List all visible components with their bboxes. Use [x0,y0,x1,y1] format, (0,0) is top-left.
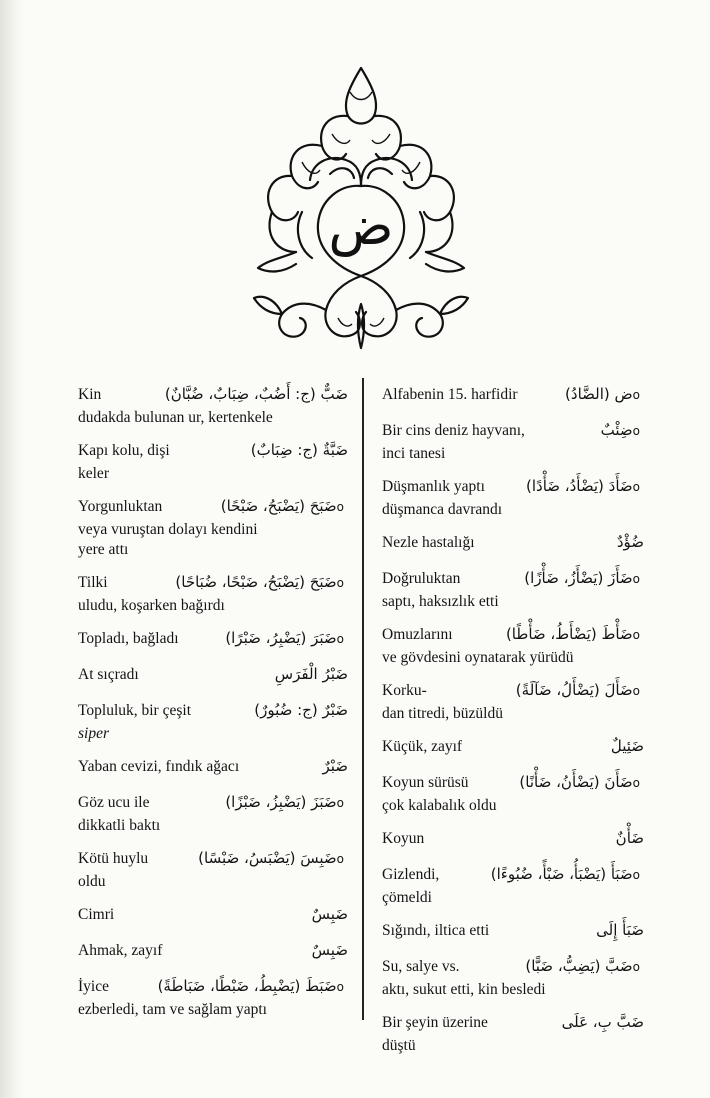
dictionary-entry [382,918,644,944]
entry-arabic-headword [562,1010,644,1034]
entry-continuation: uludu, koşarken bağırdı [78,597,225,614]
dictionary-entry [78,438,348,484]
entry-continuation: çok kalabalık oldu [382,797,497,814]
entry-translation: Tilki [78,574,108,591]
entry-bullet: o [336,852,344,866]
entry-continuation: dudakda bulunan ur, kertenkele [78,409,273,426]
entry-bullet: o [336,500,344,514]
dictionary-entry [382,1010,644,1056]
entry-continuation: oldu [78,873,106,890]
entry-bullet: o [632,628,640,642]
entry-translation: Küçük, zayıf [382,738,463,755]
entry-translation: At sıçradı [78,666,139,683]
entry-headline [382,1010,644,1036]
arabic-text: ضَأَلَ (يَضْأَلُ، ضَآلَةً) [515,681,633,699]
entry-arabic-headword [616,826,644,850]
entry-headline [382,826,644,852]
ornament-letter: ض [328,194,394,257]
entry-translation: Doğruluktan [382,570,461,587]
arabic-text: ضَبَطَ (يَضْبِطُ، ضَبْطًا، ضَبَاطَةً) [157,977,337,995]
page-edge-shadow [0,0,24,1098]
entry-translation: Koyun [382,830,425,847]
entry-translation: Topladı, bağladı [78,630,179,647]
entry-translation: Su, salye vs. [382,958,460,975]
dictionary-entry [78,382,348,428]
dictionary-entry [78,626,348,652]
arabic-text: ضَئِيلٌ [610,737,644,755]
entry-arabic-headword [322,754,348,778]
entry-translation: Sığındı, iltica etti [382,922,490,939]
dictionary-entry [382,566,644,612]
entry-arabic-headword [524,566,644,591]
entry-bullet: o [632,424,640,438]
dictionary-entry [78,846,348,892]
entry-headline [78,846,348,872]
entry-arabic-headword [611,734,644,758]
entry-bullet: o [632,776,640,790]
entry-translation: Gizlendi, [382,866,440,883]
entry-continuation: dan titredi, büzüldü [382,705,503,722]
entry-translation: Ahmak, zayıf [78,942,163,959]
arabic-text: ضُؤْدٌ [616,533,644,551]
entry-translation: Kötü huylu [78,850,149,867]
entry-continuation: düştü [382,1037,416,1054]
arabic-text: ضَبْرٌ (ج: ضُبُورٌ) [254,701,348,719]
entry-bullet: o [336,576,344,590]
entry-headline [382,734,644,760]
entry-continuation: inci tanesi [382,445,446,462]
entry-headline [78,790,348,816]
dictionary-entry [382,954,644,1000]
arabic-text: ضَأَزَ (يَضْأَزُ، ضَأْزًا) [524,569,633,587]
entry-translation: Bir şeyin üzerine [382,1014,488,1031]
entry-bullet: o [632,388,640,402]
entry-translation: Omuzlarını [382,626,453,643]
arabic-text: ضَبَحَ (يَضْبَحُ، ضَبْحًا، ضُبَاحًا) [175,573,337,591]
entry-arabic-headword [221,494,348,519]
entry-continuation: çömeldi [382,889,432,906]
entry-translation: Cimri [78,906,115,923]
arabic-text: ضَبِسٌ [311,941,348,959]
entry-headline [382,862,644,888]
entry-headline [78,938,348,964]
entry-arabic-headword [519,770,644,795]
entry-headline [382,418,644,444]
entry-headline [78,626,348,652]
entry-arabic-headword [251,438,348,462]
entry-headline [382,770,644,796]
arabic-text: ضَبَّةٌ (ج: ضِبَابٌ) [250,441,348,459]
entry-arabic-headword [525,954,644,979]
dictionary-entry [78,790,348,836]
entry-arabic-headword [312,938,348,962]
dictionary-entry [78,494,348,560]
entry-arabic-headword [225,790,348,815]
dictionary-entry [382,474,644,520]
dictionary-entry [382,862,644,908]
arabic-text: ض (الضَّادُ) [565,385,633,403]
entry-headline [382,954,644,980]
entry-continuation: aktı, sukut etti, kin besledi [382,981,546,998]
arabic-text: ضَبَّ بِ، عَلَى [561,1013,644,1031]
entry-bullet: o [336,632,344,646]
entry-translation: Korku- [382,682,427,699]
entry-continuation: ezberledi, tam ve sağlam yaptı [78,1001,267,1018]
entry-continuation: veya vuruştan dolayı kendini [78,521,258,538]
arabic-text: ضَبَّ (يَضِبُّ، ضَبًّا) [525,957,633,975]
entry-bullet: o [632,868,640,882]
arabic-text: ضَأْنٌ [615,829,644,847]
arabic-text: ضَبْرُ الْفَرَسِ [274,665,348,683]
arabic-text: ضَبَأَ (يَضْبَأُ، ضَبْأً، ضُبُوءًا) [490,865,633,883]
dictionary-entry [382,770,644,816]
dictionary-entry [382,382,644,408]
entry-continuation: ve gövdesini oynatarak yürüdü [382,649,574,666]
entry-headline [78,382,348,408]
entry-translation: İyice [78,978,109,995]
dictionary-entry [382,530,644,556]
dictionary-entry [78,662,348,688]
entry-arabic-headword [596,918,644,942]
entry-translation: Göz ucu ile [78,794,150,811]
entry-translation: Topluluk, bir çeşit [78,702,191,719]
arabic-text: ضَبَأَ إِلَى [596,921,644,939]
entry-translation: Alfabenin 15. harfidir [382,386,518,403]
entry-translation: Koyun sürüsü [382,774,469,791]
entry-arabic-headword [225,626,348,651]
entry-continuation: dikkatli baktı [78,817,161,834]
entry-arabic-headword [254,698,348,722]
left-column [78,382,348,1030]
entry-continuation: keler [78,465,109,482]
entry-continuation: yere attı [78,541,129,558]
entry-continuation: saptı, haksızlık etti [382,593,499,610]
entry-arabic-headword [198,846,348,871]
entry-arabic-headword [516,678,644,703]
entry-arabic-headword [165,382,348,406]
arabic-text: ضَأَدَ (يَضْأَدُ، ضَأْدًا) [526,477,633,495]
arabic-text: ضَأَنَ (يَضْأَنُ، ضَأْنًا) [519,773,633,791]
arabic-text: ضَبِسٌ [311,905,348,923]
entry-headline [78,570,348,596]
entry-headline [382,678,644,704]
entry-arabic-headword [506,622,644,647]
entry-translation: Nezle hastalığı [382,534,475,551]
arabic-text: ضَبِسَ (يَضْبَسُ، ضَبْسًا) [198,849,337,867]
entry-bullet: o [632,960,640,974]
dictionary-entry [382,418,644,464]
entry-arabic-headword [175,570,348,595]
right-column [382,382,644,1066]
entry-headline [382,918,644,944]
entry-headline [382,382,644,408]
entry-arabic-headword [565,382,644,407]
entry-translation: Bir cins deniz hayvanı, [382,422,525,439]
entry-arabic-headword [275,662,348,686]
entry-arabic-headword [601,418,644,443]
entry-headline [78,754,348,780]
arabic-text: ضَبٌّ (ج: أَضُبٌ، ضِبَابٌ، ضُبَّانٌ) [164,385,348,403]
entry-headline [382,566,644,592]
entry-continuation: siper [78,725,109,742]
dictionary-entry [78,754,348,780]
column-divider [362,378,364,1020]
entry-headline [382,622,644,648]
entry-headline [78,698,348,724]
entry-headline [78,438,348,464]
entry-bullet: o [632,572,640,586]
dictionary-entry [382,622,644,668]
arabic-text: ضَأْطَ (يَضْأَطُ، ضَأْطًا) [505,625,633,643]
entry-arabic-headword [617,530,644,554]
dictionary-entry [78,974,348,1020]
entry-bullet: o [632,480,640,494]
entry-arabic-headword [491,862,644,887]
entry-headline [78,902,348,928]
arabic-text: ضَبَحَ (يَضْبَحُ، ضَبْحًا) [220,497,337,515]
entry-arabic-headword [158,974,348,999]
ornament-illumination [246,62,476,352]
dictionary-entry [78,698,348,744]
dictionary-entry [382,734,644,760]
arabic-text: ضَبَزَ (يَضْبِزُ، ضَبْزًا) [225,793,337,811]
entry-headline [78,974,348,1000]
entry-translation: Kapı kolu, dişi [78,442,170,459]
entry-arabic-headword [312,902,348,926]
entry-translation: Yorgunluktan [78,498,163,515]
entry-translation: Yaban cevizi, fındık ağacı [78,758,240,775]
entry-arabic-headword [526,474,644,499]
dictionary-entry [382,678,644,724]
dictionary-entry [78,938,348,964]
entry-headline [382,474,644,500]
entry-continuation: düşmanca davrandı [382,501,503,518]
dictionary-entry [382,826,644,852]
entry-headline [78,494,348,520]
entry-headline [78,662,348,688]
entry-bullet: o [336,980,344,994]
entry-bullet: o [632,684,640,698]
arabic-text: ضَبْرٌ [322,757,348,775]
entry-translation: Kin [78,386,102,403]
arabic-text: ضِئْبٌ [600,421,633,439]
dictionary-entry [78,570,348,616]
entry-bullet: o [336,796,344,810]
entry-headline [382,530,644,556]
dictionary-entry [78,902,348,928]
arabic-text: ضَبَرَ (يَضْبِرُ، ضَبْرًا) [225,629,337,647]
entry-translation: Düşmanlık yaptı [382,478,485,495]
